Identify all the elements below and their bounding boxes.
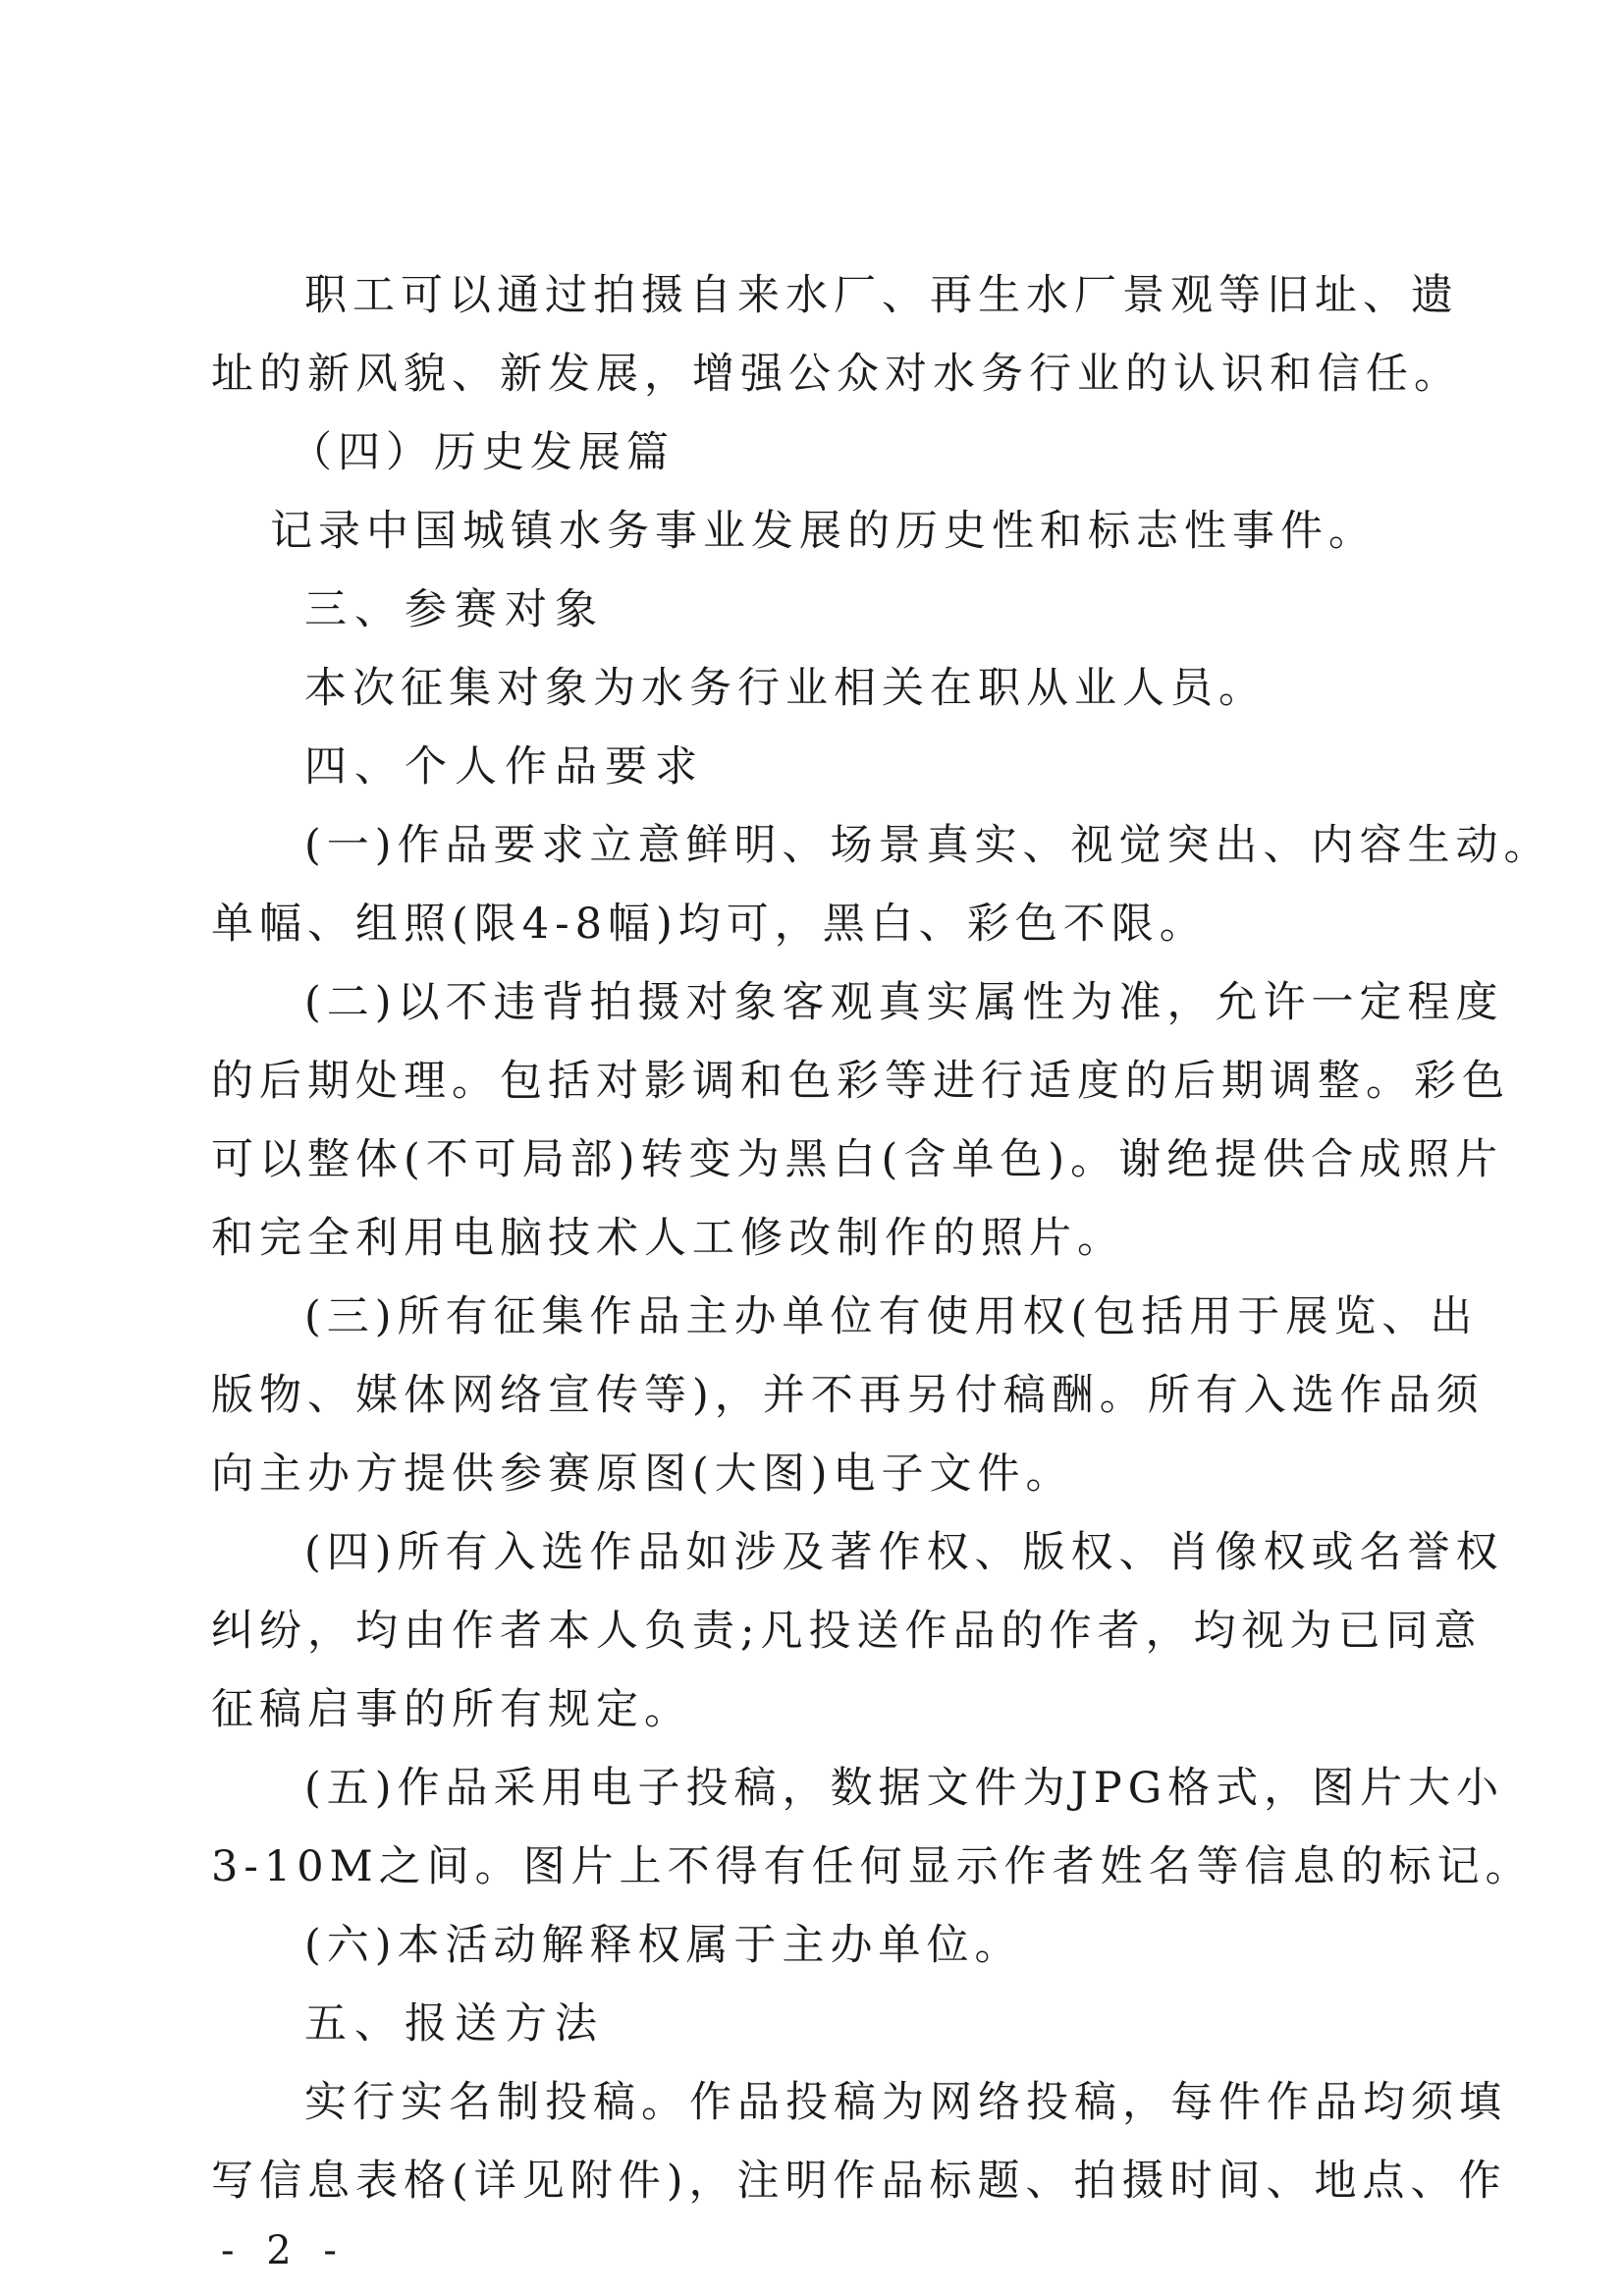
paragraph-line: 可以整体(不可局部)转变为黑白(含单色)。谢绝提供合成照片: [211, 1135, 1504, 1184]
paragraph-line: 3-10M之间。图片上不得有任何显示作者姓名等信息的标记。: [211, 1842, 1534, 1891]
paragraph-line: (三)所有征集作品主办单位有使用权(包括用于展览、出: [304, 1292, 1479, 1341]
paragraph-line: 单幅、组照(限4-8幅)均可，黑白、彩色不限。: [211, 900, 1208, 949]
section-subheading: （四）历史发展篇: [290, 428, 675, 477]
paragraph-line: (四)所有入选作品如涉及著作权、版权、肖像权或名誉权: [304, 1528, 1504, 1577]
section-heading: 三、参赛对象: [304, 585, 605, 634]
paragraph-line: (六)本活动解释权属于主办单位。: [304, 1921, 1023, 1970]
paragraph-line: 职工可以通过拍摄自来水厂、再生水厂景观等旧址、遗: [304, 271, 1459, 320]
paragraph-line: 和完全利用电脑技术人工修改制作的照片。: [211, 1214, 1125, 1263]
section-heading: 五、报送方法: [304, 1999, 605, 2049]
paragraph-line: 记录中国城镇水务事业发展的历史性和标志性事件。: [270, 507, 1377, 556]
paragraph-line: 向主办方提供参赛原图(大图)电子文件。: [211, 1449, 1074, 1499]
page-number: - 2 -: [221, 2228, 347, 2273]
paragraph-line: (五)作品采用电子投稿，数据文件为JPG格式，图片大小: [304, 1764, 1505, 1813]
paragraph-line: (二)以不违背拍摄对象客观真实属性为准，允许一定程度: [304, 978, 1504, 1027]
paragraph-line: 址的新风貌、新发展，增强公众对水务行业的认识和信任。: [211, 350, 1462, 399]
paragraph-line: 写信息表格(详见附件)，注明作品标题、拍摄时间、地点、作: [211, 2157, 1507, 2206]
paragraph-line: 征稿启事的所有规定。: [211, 1685, 692, 1734]
paragraph-line: 纠纷，均由作者本人负责;凡投送作品的作者，均视为已同意: [211, 1607, 1483, 1656]
paragraph-line: 本次征集对象为水务行业相关在职从业人员。: [304, 664, 1267, 713]
paragraph-line: 实行实名制投稿。作品投稿为网络投稿，每件作品均须填: [304, 2078, 1507, 2127]
paragraph-line: 的后期处理。包括对影调和色彩等进行适度的后期调整。彩色: [211, 1057, 1510, 1106]
paragraph-line: 版物、媒体网络宣传等)，并不再另付稿酬。所有入选作品须: [211, 1371, 1485, 1420]
paragraph-line: (一)作品要求立意鲜明、场景真实、视觉突出、内容生动。: [304, 821, 1552, 870]
section-heading: 四、个人作品要求: [304, 742, 705, 792]
